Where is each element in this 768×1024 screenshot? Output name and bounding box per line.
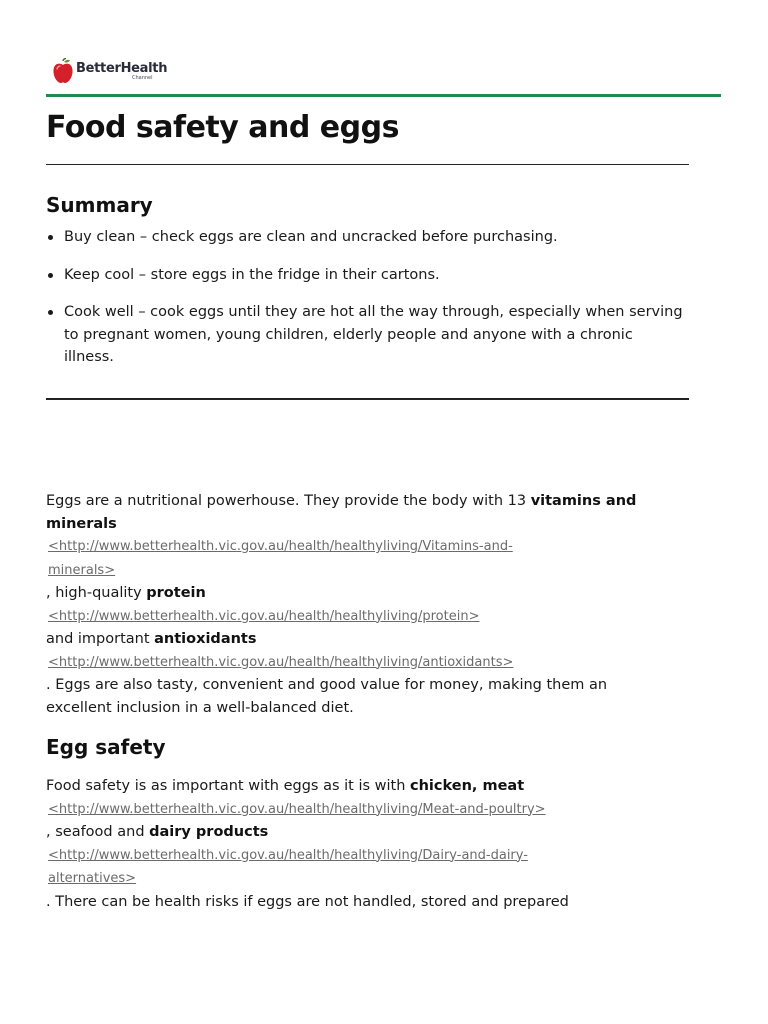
dairy-link[interactable]: <http://www.betterhealth.vic.gov.au/health/healthyliving/Dairy-and-dairy-	[48, 847, 528, 863]
egg-safety-paragraph	[46, 775, 666, 913]
intro-text: Eggs are a nutritional powerhouse. They provide the body with 13	[46, 493, 531, 509]
summary-item: Keep cool – store eggs in the fridge in their cartons.	[46, 264, 686, 287]
dairy-term: dairy products	[149, 824, 269, 840]
logo-name: BetterHealth	[76, 60, 168, 76]
protein-term: protein	[146, 585, 206, 601]
page-title: Food safety and eggs	[46, 110, 399, 145]
apple-icon	[52, 58, 74, 84]
title-divider	[46, 164, 689, 165]
egg-text: Food safety is as important with eggs as it is with	[46, 778, 411, 794]
chicken-meat-term: chicken, meat	[410, 778, 525, 794]
intro-text: and important	[46, 631, 155, 647]
vitamins-link[interactable]: <http://www.betterhealth.vic.gov.au/health/healthyliving/Vitamins-and-	[48, 539, 513, 554]
egg-safety-heading: Egg safety	[46, 735, 166, 759]
egg-text: . There can be health risks if eggs are not handled, stored and prepared	[46, 893, 569, 910]
intro-paragraph	[46, 490, 666, 719]
antioxidants-term: antioxidants	[154, 631, 257, 647]
summary-divider	[46, 398, 689, 400]
antioxidants-link[interactable]: <http://www.betterhealth.vic.gov.au/health/healthyliving/antioxidants>	[48, 654, 514, 670]
vitamins-link-cont[interactable]: minerals>	[48, 562, 116, 578]
summary-item: Cook well – cook eggs until they are hot all the way through, especially when serving to pregnant women, young children, elderly people and anyone with a chronic illness.	[46, 301, 686, 369]
intro-text: , high-quality	[46, 585, 147, 601]
betterhealth-logo[interactable]	[52, 56, 167, 86]
meat-poultry-link[interactable]: <http://www.betterhealth.vic.gov.au/health/healthyliving/Meat-and-poultry>	[48, 801, 546, 817]
summary-heading: Summary	[46, 193, 153, 217]
summary-list	[46, 226, 686, 384]
summary-item: Buy clean – check eggs are clean and uncracked before purchasing.	[46, 226, 686, 249]
intro-text: . Eggs are also tasty, convenient and good value for money, making them an excellent inclusion in a well-balanced diet.	[46, 677, 608, 716]
logo-sub: Channel	[132, 74, 153, 81]
dairy-link-cont[interactable]: alternatives>	[48, 871, 137, 886]
vitamins-term: vitamins and minerals	[46, 493, 637, 532]
protein-link[interactable]: <http://www.betterhealth.vic.gov.au/health/healthyliving/protein>	[48, 608, 480, 624]
egg-text: , seafood and	[46, 824, 150, 840]
header-divider	[46, 94, 721, 97]
